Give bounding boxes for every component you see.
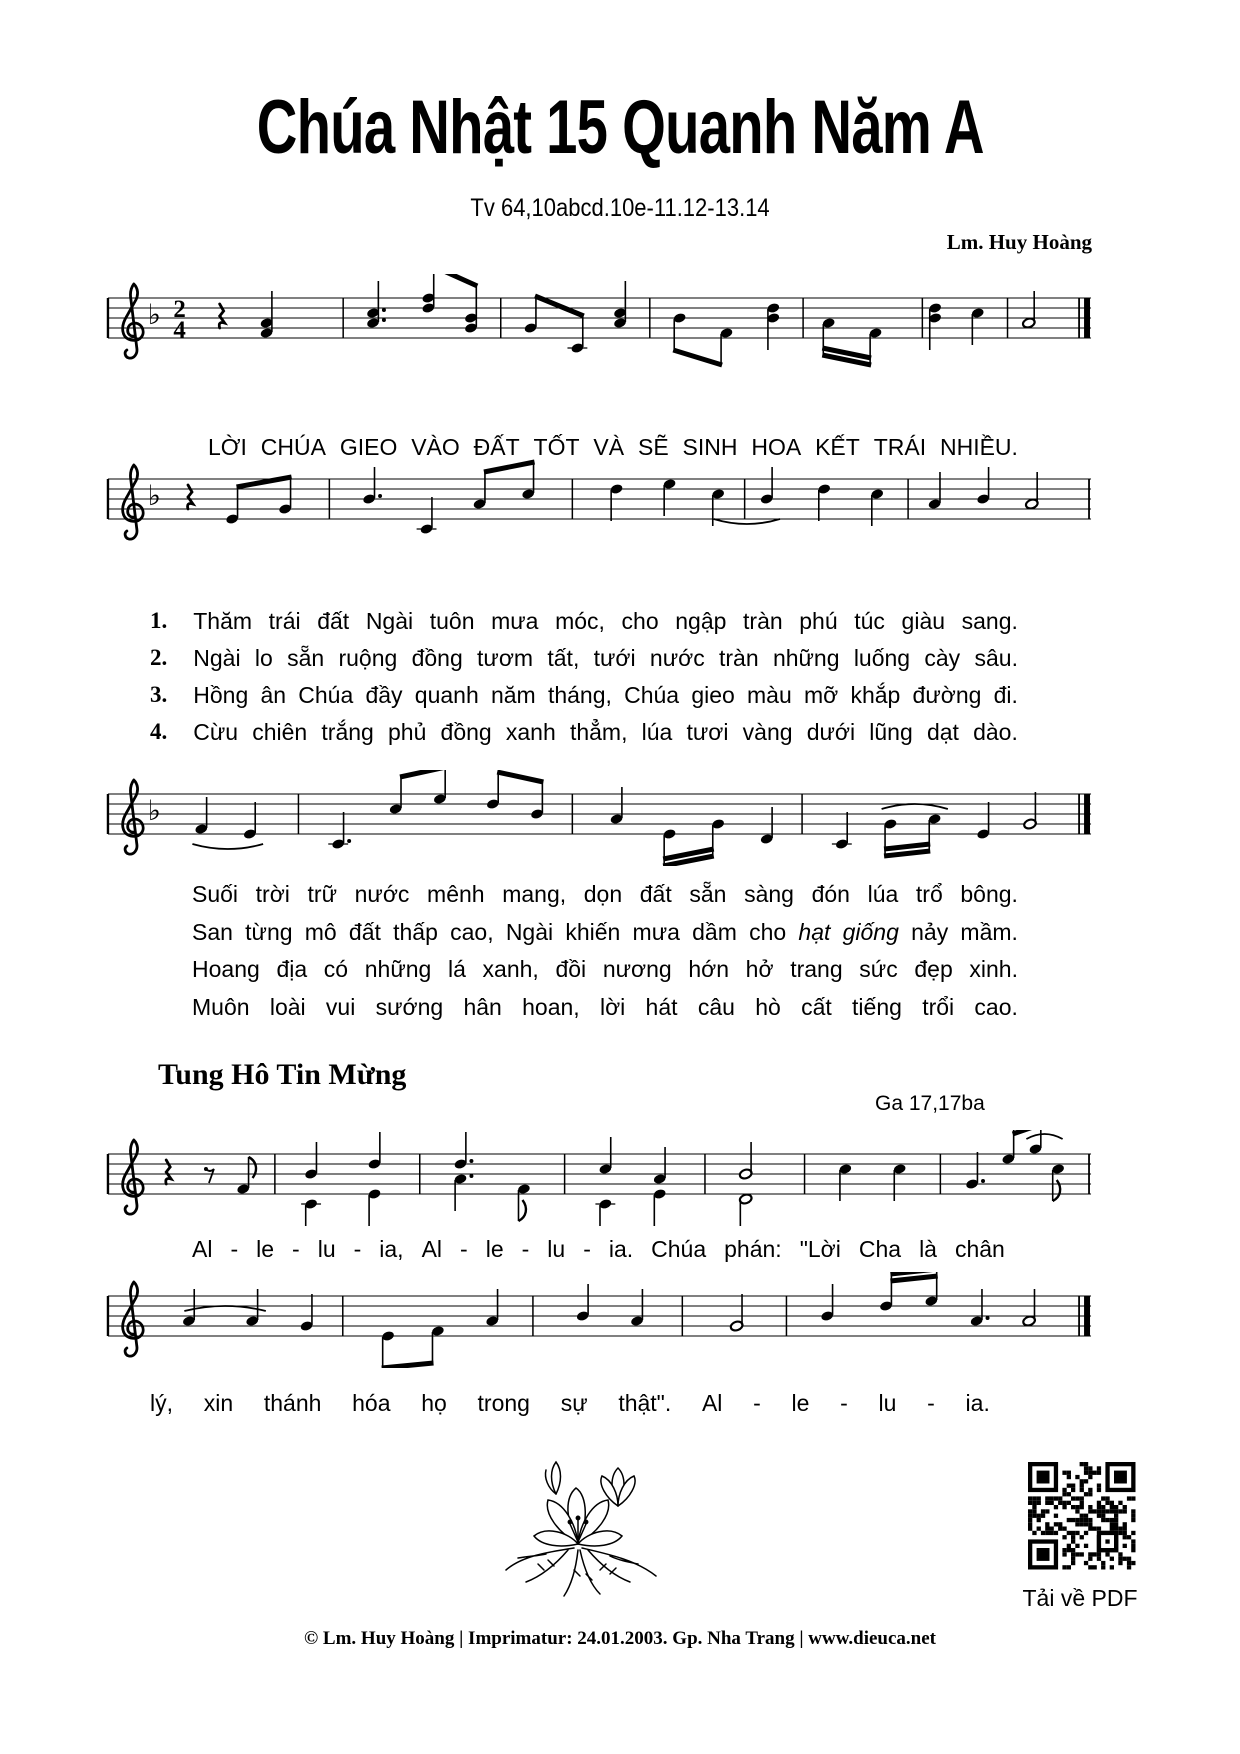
slur <box>1026 1134 1062 1139</box>
acclamation-word: - <box>353 1236 362 1262</box>
verse-word: có <box>323 956 349 982</box>
verse-word: tràn <box>743 608 783 634</box>
staff-svg <box>100 1272 1095 1368</box>
beam <box>1013 1130 1042 1134</box>
lily-flower-illustration <box>478 1450 692 1620</box>
staff-svg <box>100 455 1095 551</box>
refrain-word: NHIỀU. <box>939 434 1018 460</box>
acclamation-word: - <box>292 1236 300 1262</box>
verse-word: tươm <box>477 645 534 671</box>
treble-clef-icon <box>123 1282 143 1356</box>
slur <box>714 519 780 524</box>
verse-words <box>193 645 1018 671</box>
subtitle-wrap <box>0 194 1240 223</box>
verse-word: trang <box>790 956 843 982</box>
verse-row <box>150 645 1018 671</box>
verse-word: lúa <box>641 719 673 745</box>
eighth-flag <box>1053 1180 1060 1201</box>
verse-word: cho <box>621 608 659 634</box>
treble-clef-icon <box>123 465 143 539</box>
acclamation-word: - <box>460 1236 468 1262</box>
refrain-word: LỜI <box>208 434 247 460</box>
verse-word: địa <box>276 956 308 982</box>
flat-sign: ♭ <box>147 297 161 332</box>
beam <box>382 1363 434 1368</box>
verse-word: sức <box>859 956 898 982</box>
acclamation-word: ia. <box>608 1236 634 1262</box>
verse-word: năm <box>490 682 536 708</box>
acclamation-word: ia. <box>965 1390 990 1416</box>
slur <box>184 1306 265 1311</box>
acclamation-word: Al <box>192 1236 213 1262</box>
acclamation-word: le <box>485 1236 504 1262</box>
verse-word: mênh <box>427 881 485 907</box>
verse-word: giàu <box>901 608 946 634</box>
qr-download-label[interactable]: Tải về PDF <box>1022 1585 1138 1611</box>
verse-word: câu <box>697 994 735 1020</box>
gospel-reference: Ga 17,17ba <box>875 1092 985 1115</box>
verse-row <box>150 682 1018 708</box>
slur <box>192 844 263 849</box>
refrain-word: SẼ <box>637 434 669 460</box>
verse-word: tất, <box>547 645 580 671</box>
verse-word: đất <box>348 919 381 945</box>
beam <box>433 274 478 286</box>
acclamation-word: ia, <box>379 1236 404 1262</box>
verse-number: 3. <box>150 682 168 707</box>
beam <box>484 462 535 472</box>
verse-word: tuôn <box>429 608 475 634</box>
acclamation-word: Al <box>421 1236 443 1262</box>
acclamation-lyrics-line2 <box>150 1390 990 1416</box>
verse-word: vui <box>325 994 356 1020</box>
verse-word: mô <box>304 919 337 945</box>
verse-word: ruộng <box>338 645 398 671</box>
beam <box>400 770 446 777</box>
verse-number: 2. <box>150 645 168 670</box>
verse-word: dầm <box>692 919 737 945</box>
verse-word: thẳm, <box>569 719 628 745</box>
verse-word: Ngài <box>365 608 414 634</box>
refrain-word: ĐẤT <box>473 434 520 460</box>
staff-acclamation-a <box>100 1130 1095 1226</box>
final-barline <box>1084 1296 1090 1336</box>
page-title: Chúa Nhật 15 Quanh Năm A <box>256 85 984 170</box>
verse-word: San <box>192 919 233 945</box>
eighth-flag <box>249 1157 256 1178</box>
verse-word: sướng <box>375 994 444 1020</box>
slur <box>882 804 948 809</box>
acclamation-word: họ <box>421 1390 447 1416</box>
verse-word: tưới <box>593 645 636 671</box>
acclamation-word: lý, <box>150 1390 173 1416</box>
flat-sign: ♭ <box>147 793 161 828</box>
verse-word: hở <box>745 956 774 982</box>
verse-word: đồi <box>555 956 587 982</box>
section-heading: Tung Hô Tin Mừng <box>158 1058 407 1091</box>
final-barline <box>1084 298 1090 338</box>
verse-word: Suối <box>192 881 239 907</box>
verse-word: mỡ <box>803 682 839 708</box>
beam <box>890 1272 937 1274</box>
verse-word: luống <box>853 645 911 671</box>
acclamation-word: lu <box>317 1236 336 1262</box>
refrain-word: KẾT <box>815 434 860 460</box>
verse-word: đẹp <box>914 956 953 982</box>
verse-word: móc, <box>555 608 605 634</box>
beam <box>884 851 930 856</box>
verse-word: Chúa <box>298 682 354 708</box>
staff-svg <box>100 770 1095 866</box>
acclamation-word: - <box>927 1390 935 1416</box>
verse-word: lúa <box>867 881 899 907</box>
acclamation-word: le <box>791 1390 810 1416</box>
verse-word: Hồng <box>193 682 249 708</box>
verse-word: trổi <box>922 994 955 1020</box>
staff-refrain <box>100 274 1095 370</box>
beam <box>673 350 722 365</box>
verse-word: hoan, <box>522 994 580 1020</box>
title-wrap <box>0 84 1240 171</box>
verse-word: ngập <box>675 608 727 634</box>
verse-word: nước <box>649 645 705 671</box>
verse-word: trắng <box>321 719 374 745</box>
eighth-rest <box>206 1169 214 1183</box>
beam <box>535 296 584 316</box>
refrain-word: VÀO <box>411 434 460 460</box>
verse-word: sang. <box>961 608 1018 634</box>
acclamation-word: xin <box>203 1390 234 1416</box>
verse-word: tươi <box>686 719 729 745</box>
verse-word: trái <box>268 608 301 634</box>
verse-word: đất <box>317 608 350 634</box>
composer-credit: Lm. Huy Hoàng <box>946 230 1092 254</box>
acclamation-word: Cha <box>858 1236 902 1262</box>
augmentation-dot <box>981 1179 985 1183</box>
verse-word: túc <box>854 608 885 634</box>
verse-word: gieo <box>691 682 735 708</box>
staff-verse-b <box>100 770 1095 866</box>
staff-svg <box>100 1130 1095 1226</box>
treble-clef-icon <box>123 780 143 854</box>
psalm-reference: Tv 64,10abcd.10e-11.12-13.14 <box>470 194 770 222</box>
verse-words <box>193 608 1018 634</box>
augmentation-dot <box>986 1316 990 1320</box>
acclamation-word: Chúa <box>651 1236 707 1262</box>
verse-word: khiến <box>565 919 621 945</box>
verse-word: tiếng <box>852 994 902 1020</box>
acclamation-word: lu <box>547 1236 566 1262</box>
verse-word: quanh <box>414 682 479 708</box>
verse-word: phủ <box>388 719 427 745</box>
verse-word: đón <box>811 881 850 907</box>
verse-continuation-row <box>192 919 1018 945</box>
verse-word: dào. <box>973 719 1018 745</box>
beam <box>884 844 930 849</box>
verse-word: lũng <box>869 719 913 745</box>
verse-word: tháng, <box>547 682 612 708</box>
verse-word: Thăm <box>193 608 253 634</box>
verse-word: đồng <box>411 645 463 671</box>
verse-word: mầm. <box>960 919 1018 945</box>
acclamation-word: phán: <box>724 1236 782 1262</box>
augmentation-dot <box>382 308 386 312</box>
verse-word: dưới <box>806 719 856 745</box>
treble-clef-icon <box>123 284 143 358</box>
acclamation-word: - <box>753 1390 761 1416</box>
verse-word: đất <box>639 881 672 907</box>
acclamation-word: "Lời <box>799 1236 841 1262</box>
treble-clef-icon <box>123 1140 143 1214</box>
refrain-word: GIEO <box>339 434 398 460</box>
verse-word: hạt <box>798 919 831 945</box>
acclamation-lyrics-line1 <box>192 1236 1005 1262</box>
verse-word: loài <box>269 994 306 1020</box>
verse-word: mưa <box>491 608 539 634</box>
verse-word: Ngài <box>505 919 554 945</box>
verse-words <box>193 682 1018 708</box>
beam <box>890 1276 937 1281</box>
verse-word: hò <box>755 994 781 1020</box>
acclamation-word: le <box>256 1236 275 1262</box>
verse-word: hân <box>463 994 502 1020</box>
verse-row <box>150 719 1018 745</box>
verse-word: đi. <box>993 682 1018 708</box>
augmentation-dot <box>378 494 382 498</box>
verse-word: xanh, <box>482 956 539 982</box>
verse-continuation-row <box>192 881 1018 907</box>
acclamation-word: hóa <box>352 1390 391 1416</box>
verse-word: trữ <box>307 881 337 907</box>
acclamation-word: chân <box>954 1236 1005 1262</box>
verse-word: sàng <box>744 881 794 907</box>
verse-word: nương <box>602 956 672 982</box>
verse-words <box>193 719 1018 745</box>
verse-word: dọn <box>583 881 623 907</box>
verse-row <box>150 608 1018 634</box>
verse-word: trổ <box>915 881 943 907</box>
refrain-word: SINH <box>682 434 738 460</box>
qr-code[interactable] <box>1026 1460 1138 1577</box>
augmentation-dot <box>347 839 351 843</box>
verse-word: trời <box>255 881 290 907</box>
verse-word: Cừu <box>193 719 239 745</box>
refrain-word: CHÚA <box>260 434 326 460</box>
verse-word: phú <box>799 608 838 634</box>
time-signature: 2 <box>173 295 186 324</box>
staff-acclamation-b <box>100 1272 1095 1368</box>
verse-word: thấp <box>393 919 438 945</box>
verse-word: giống <box>842 919 899 945</box>
verse-word: cao, <box>450 919 494 945</box>
verse-word: cất <box>801 994 832 1020</box>
verse-word: nảy <box>911 919 949 945</box>
refrain-word: VÀ <box>593 434 625 460</box>
verse-continuation-row <box>192 956 1018 982</box>
verse-word: dạt <box>926 719 959 745</box>
augmentation-dot <box>469 1174 473 1178</box>
verse-word: từng <box>245 919 293 945</box>
refrain-word: HOA <box>751 434 802 460</box>
verse-number: 4. <box>150 719 168 744</box>
verse-word: xinh. <box>969 956 1018 982</box>
flat-sign: ♭ <box>147 478 161 513</box>
verse-word: mang, <box>502 881 567 907</box>
copyright-footer: © Lm. Huy Hoàng | Imprimatur: 24.01.2003. Gp. Nha Trang | www.dieuca.net <box>303 1628 936 1649</box>
verse-word: lo <box>254 645 273 671</box>
verse-word: vàng <box>742 719 793 745</box>
acclamation-word: thật". <box>618 1390 672 1416</box>
verse-word: cao. <box>974 994 1018 1020</box>
final-barline <box>1084 794 1090 834</box>
verse-word: Muôn <box>192 994 250 1020</box>
refrain-word: TỐT <box>533 434 580 460</box>
staff-svg <box>100 274 1095 370</box>
verse-word: những <box>364 956 432 982</box>
acclamation-word: - <box>230 1236 239 1262</box>
acclamation-word: sự <box>560 1390 588 1416</box>
staff-verse-a <box>100 455 1095 551</box>
verse-word: cho <box>749 919 787 945</box>
verse-word: Hoang <box>192 956 260 982</box>
acclamation-word: trong <box>477 1390 530 1416</box>
verse-word: đường <box>912 682 982 708</box>
verse-number: 1. <box>150 608 168 633</box>
acclamation-word: - <box>521 1236 530 1262</box>
verse-word: xanh <box>505 719 556 745</box>
verse-word: ân <box>260 682 287 708</box>
beam <box>497 772 543 782</box>
verse-word: bông. <box>960 881 1018 907</box>
verse-word: nước <box>354 881 410 907</box>
acclamation-word: thánh <box>263 1390 322 1416</box>
acclamation-word: Al <box>701 1390 723 1416</box>
acclamation-word: - <box>840 1390 848 1416</box>
verse-word: lời <box>599 994 626 1020</box>
verse-word: đầy <box>365 682 403 708</box>
verse-word: khắp <box>850 682 901 708</box>
augmentation-dot <box>469 1159 473 1163</box>
verse-word: màu <box>747 682 792 708</box>
acclamation-word: - <box>583 1236 591 1262</box>
verse-continuation-row <box>192 994 1018 1020</box>
time-signature: 4 <box>173 316 186 345</box>
refrain-word: TRÁI <box>873 434 927 460</box>
verse-word: hớn <box>688 956 730 982</box>
verse-word: hát <box>645 994 678 1020</box>
verse-word: mưa <box>632 919 680 945</box>
verse-word: lá <box>447 956 466 982</box>
verse-word: Ngài <box>193 645 241 671</box>
verse-word: đồng <box>440 719 492 745</box>
verse-word: sâu. <box>974 645 1018 671</box>
verse-word: Chúa <box>624 682 680 708</box>
verse-word: tràn <box>719 645 759 671</box>
verse-word: chiên <box>252 719 308 745</box>
verse-word: sẵn <box>287 645 325 671</box>
verse-word: sẵn <box>689 881 727 907</box>
acclamation-word: lu <box>878 1390 897 1416</box>
verse-word: cày <box>924 645 961 671</box>
acclamation-word: là <box>919 1236 937 1262</box>
verse-word: những <box>772 645 840 671</box>
eighth-flag <box>518 1200 525 1221</box>
qr-code-image[interactable] <box>1026 1460 1138 1572</box>
augmentation-dot <box>382 318 386 322</box>
